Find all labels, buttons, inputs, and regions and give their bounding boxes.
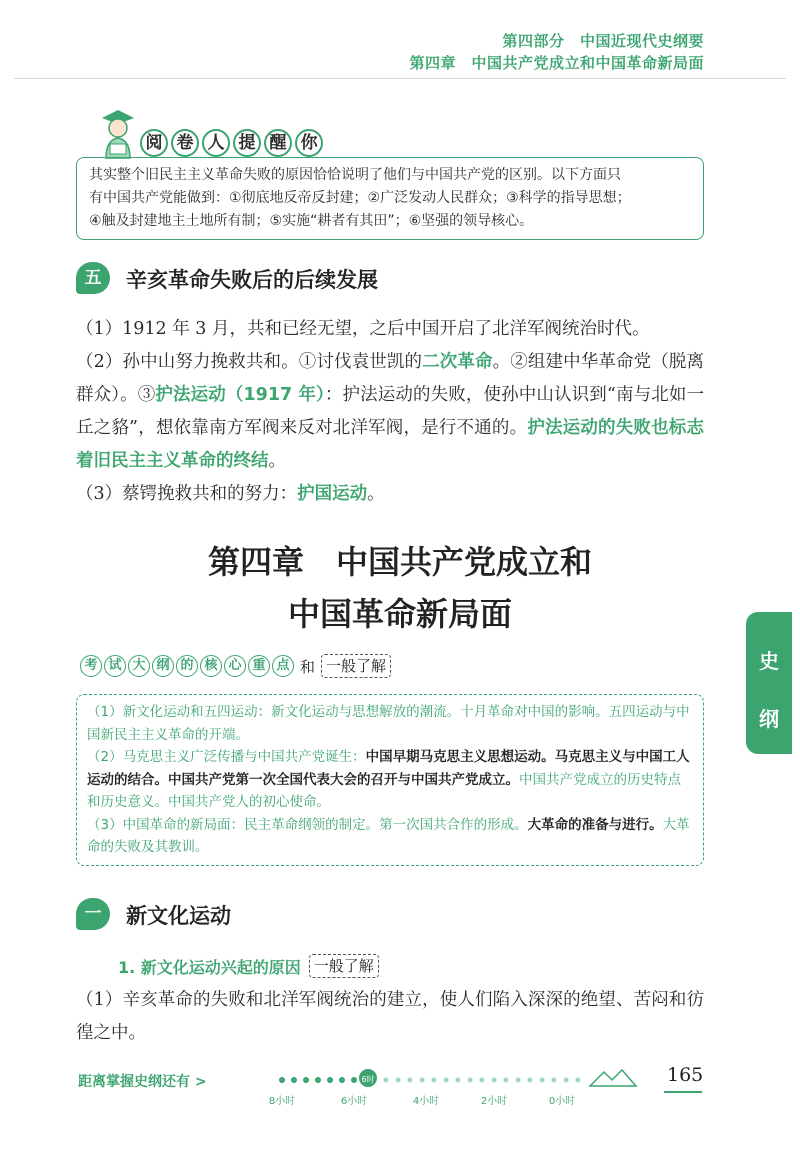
outline-text: 中国共产党成立的历史特点和历史意义。中国共产党人的初心使命。	[87, 771, 681, 810]
general-understanding-tag: 一般了解	[321, 654, 391, 678]
outline-heading-char: 核	[200, 655, 222, 677]
progress-tick-label: 6小时	[340, 1096, 368, 1107]
progress-tick-label: 8小时	[268, 1096, 296, 1107]
syllabus-outline-box	[76, 694, 704, 866]
paragraph-text: 。	[367, 484, 385, 504]
paragraph-text: 。	[268, 451, 286, 471]
reviewer-title-char: 人	[202, 129, 230, 157]
reviewer-callout-box	[76, 157, 704, 240]
header-chapter: 第四章 中国共产党成立和中国革命新局面	[409, 54, 704, 72]
reviewer-line: ④触及封建地主土地所有制；⑤实施“耕者有其田”；⑥坚强的领导核心。	[89, 213, 534, 229]
progress-tick-label: 0小时	[548, 1096, 576, 1107]
progress-marker-label: 6时	[361, 1075, 375, 1084]
finish-mountain-icon	[590, 1070, 636, 1086]
paragraph	[76, 478, 704, 511]
outline-text: 大革命的失败及其教训。	[87, 816, 690, 855]
outline-heading-and: 和	[300, 657, 316, 676]
section-title: 新文化运动	[126, 904, 231, 928]
outline-heading-char: 重	[248, 655, 270, 677]
outline-heading	[80, 654, 391, 678]
highlight-text: 二次革命	[422, 352, 493, 372]
outline-text: （2）马克思主义广泛传播与中国共产党诞生：	[87, 749, 366, 765]
progress-label: 距离掌握史纲还有 >	[78, 1074, 207, 1090]
outline-item	[87, 746, 693, 814]
highlight-text: 护法运动（1917 年）	[155, 385, 325, 405]
reviewer-figure-icon	[96, 104, 140, 160]
progress-tick-label: 4小时	[412, 1096, 440, 1107]
progress-track	[260, 1062, 640, 1110]
chapter-title-line: 中国革命新局面	[287, 595, 512, 633]
paragraph-text: （2）孙中山努力挽救共和。①讨伐袁世凯的	[76, 352, 423, 372]
progress-tick-label: 2小时	[480, 1096, 508, 1107]
paragraph	[76, 984, 704, 1050]
running-header	[409, 30, 704, 74]
reviewer-line: 其实整个旧民主主义革命失败的原因恰恰说明了他们与中国共产党的区别。以下方面只	[89, 167, 621, 183]
paragraph	[76, 346, 704, 478]
section-title: 辛亥革命失败后的后续发展	[126, 268, 378, 292]
reviewer-title-char: 卷	[171, 129, 199, 157]
subsection-heading	[118, 954, 379, 978]
chapter-title-line: 第四章 中国共产党成立和	[207, 543, 592, 581]
side-tab-char: 史	[759, 649, 779, 673]
paragraph-text: （3）蔡锷挽救共和的努力：	[76, 484, 298, 504]
general-understanding-tag: 一般了解	[309, 954, 379, 978]
outline-item	[87, 701, 693, 746]
section-badge: 一	[76, 898, 110, 930]
header-part: 第四部分 中国近现代史纲要	[502, 32, 704, 50]
page-number-underline	[664, 1091, 702, 1093]
outline-heading-char: 点	[272, 655, 294, 677]
reviewer-title-char: 阅	[140, 129, 168, 157]
reviewer-title-char: 你	[295, 129, 323, 157]
subsection-title: 1. 新文化运动兴起的原因	[118, 957, 301, 977]
paragraph-text: （1）1912 年 3 月，共和已经无望，之后中国开启了北洋军阀统治时代。	[76, 319, 650, 339]
reviewer-title	[140, 129, 323, 157]
outline-heading-char: 纲	[152, 655, 174, 677]
paragraph-text: ：护法运动的失败，使孙中山认识到“南与北如一丘之貉”，想依靠南方军阀来反对北洋军阀，是行不通的。	[76, 385, 704, 438]
side-tab-char: 纲	[759, 707, 779, 731]
reviewer-title-char: 提	[233, 129, 261, 157]
reviewer-title-char: 醒	[264, 129, 292, 157]
header-divider	[14, 78, 786, 79]
highlight-text: 护国运动	[297, 484, 368, 504]
paragraph-text: 。②组建中华革命党（脱离群众）。③	[76, 352, 704, 405]
outline-text: （3）中国革命的新局面：民主革命纲领的制定。第一次国共合作的形成。	[87, 816, 528, 833]
highlight-text: 护法运动的失败也标志着旧民主主义革命的终结	[76, 418, 704, 471]
reviewer-line: 有中国共产党能做到：①彻底地反帝反封建；②广泛发动人民群众；③科学的指导思想；	[89, 190, 631, 206]
paragraph	[76, 313, 704, 346]
outline-heading-char: 试	[104, 655, 126, 677]
section-badge: 五	[76, 262, 110, 294]
outline-heading-char: 心	[224, 655, 246, 677]
outline-item	[87, 814, 693, 859]
page-number: 165	[667, 1064, 704, 1086]
outline-key-text: 中国早期马克思主义思想运动。马克思主义与中国工人运动的结合。中国共产党第一次全国代表大会的召开与中国共产党成立。	[87, 749, 690, 788]
side-tab-history-outline[interactable]	[746, 612, 792, 754]
outline-heading-char: 的	[176, 655, 198, 677]
outline-heading-char: 大	[128, 655, 150, 677]
outline-heading-char: 考	[80, 655, 102, 677]
outline-key-text: 大革命的准备与进行。	[527, 816, 663, 833]
paragraph-text: （1）辛亥革命的失败和北洋军阀统治的建立，使人们陷入深深的绝望、苦闷和彷徨之中。	[76, 990, 704, 1043]
chapter-title	[0, 536, 800, 640]
outline-text: （1）新文化运动和五四运动：新文化运动与思想解放的潮流。十月革命对中国的影响。五四运动与中国新民主主义革命的开端。	[87, 704, 690, 743]
